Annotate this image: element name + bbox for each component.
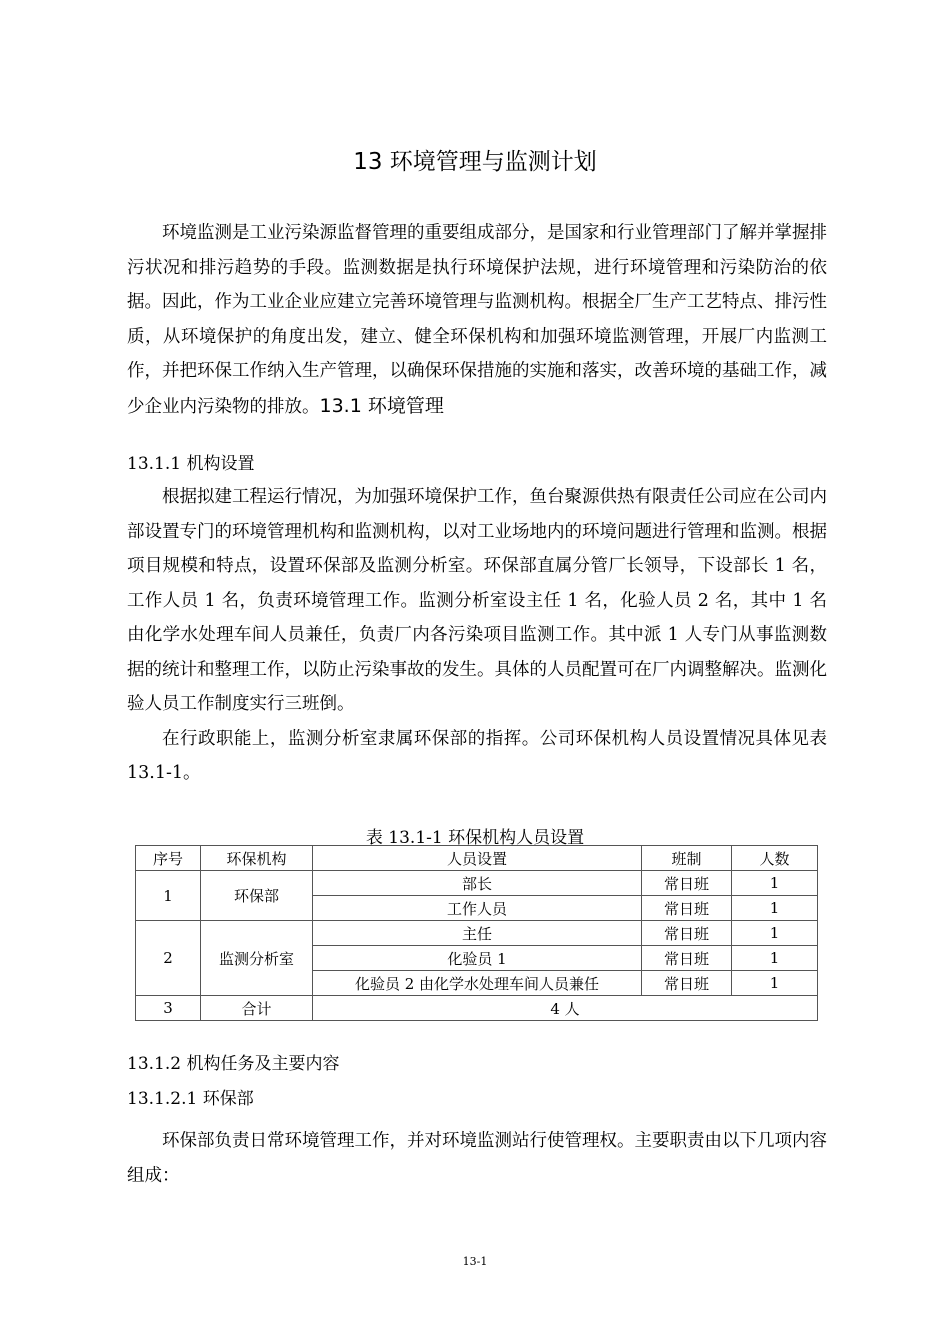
paragraph-2: 根据拟建工程运行情况，为加强环境保护工作，鱼台聚源供热有限责任公司应在公司内部设置专门的环境管理机构和监测机构，以对工业场地内的环境问题进行管理和监测。根据项目规模和特点，设置环保部及监测分析室。环保部直属分管厂长领导，下设部长 1 名，工作人员 1 名，负责环境管理工作。监测分析室设主任 1 名，化验人员 2 名，其中 1 名由化学水处理车间人员兼任，负责厂内各污染项目监测工作。其中派 1 人专门从事监测数据的统计和整理工作，以防止污染事故的发生。具体的人员配置可在厂内调整解决。监测化验人员工作制度实行三班倒。 bbox=[127, 487, 827, 714]
header-cell-shift: 班制 bbox=[642, 846, 732, 871]
paragraph-4-block bbox=[127, 1124, 827, 1193]
cell-count: 1 bbox=[732, 971, 818, 996]
cell-count: 1 bbox=[732, 871, 818, 896]
header-cell-no: 序号 bbox=[136, 846, 201, 871]
cell-shift: 常日班 bbox=[642, 971, 732, 996]
cell-no: 3 bbox=[136, 996, 201, 1021]
cell-position: 化验员 2 由化学水处理车间人员兼任 bbox=[313, 971, 642, 996]
section-13-1-2-1-heading: 13.1.2.1 环保部 bbox=[127, 1089, 254, 1109]
cell-org: 监测分析室 bbox=[201, 921, 313, 996]
intro-paragraph bbox=[127, 216, 827, 424]
cell-total-label: 合计 bbox=[201, 996, 313, 1021]
section-13-1-1-heading: 13.1.1 机构设置 bbox=[127, 454, 255, 474]
paragraph-2-block bbox=[127, 480, 827, 791]
paragraph-4: 环保部负责日常环境管理工作，并对环境监测站行使管理权。主要职责由以下几项内容组成： bbox=[127, 1131, 827, 1186]
page-title: 13 环境管理与监测计划 bbox=[353, 149, 597, 175]
header-cell-count: 人数 bbox=[732, 846, 818, 871]
cell-position: 部长 bbox=[313, 871, 642, 896]
cell-shift: 常日班 bbox=[642, 896, 732, 921]
cell-count: 1 bbox=[732, 921, 818, 946]
cell-count: 1 bbox=[732, 896, 818, 921]
cell-shift: 常日班 bbox=[642, 871, 732, 896]
table-header-row bbox=[136, 846, 818, 871]
cell-total-value: 4 人 bbox=[313, 996, 818, 1021]
cell-position: 工作人员 bbox=[313, 896, 642, 921]
header-cell-org: 环保机构 bbox=[201, 846, 313, 871]
cell-shift: 常日班 bbox=[642, 946, 732, 971]
section-13-1-2-heading: 13.1.2 机构任务及主要内容 bbox=[127, 1054, 340, 1074]
table-row bbox=[136, 921, 818, 946]
table-total-row bbox=[136, 996, 818, 1021]
cell-no: 2 bbox=[136, 921, 201, 996]
cell-shift: 常日班 bbox=[642, 921, 732, 946]
table-caption: 表 13.1-1 环保机构人员设置 bbox=[365, 828, 585, 848]
cell-count: 1 bbox=[732, 946, 818, 971]
header-cell-position: 人员设置 bbox=[313, 846, 642, 871]
section-13-1-heading: 13.1 环境管理 bbox=[319, 394, 444, 417]
staff-table bbox=[135, 845, 818, 1021]
intro-paragraph-text: 环境监测是工业污染源监督管理的重要组成部分，是国家和行业管理部门了解并掌握排污状况和排污趋势的手段。监测数据是执行环境保护法规，进行环境管理和污染防治的依据。因此，作为工业企业应建立完善环境管理与监测机构。根据全厂生产工艺特点、排污性质，从环境保护的角度出发，建立、健全环保机构和加强环境监测管理，开展厂内监测工作，并把环保工作纳入生产管理，以确保环保措施的实施和落实，改善环境的基础工作，减少企业内污染物的排放。 bbox=[127, 223, 827, 417]
paragraph-3: 在行政职能上，监测分析室隶属环保部的指挥。公司环保机构人员设置情况具体见表 13.1-1。 bbox=[127, 728, 827, 783]
page-number: 13-1 bbox=[462, 1255, 488, 1268]
cell-position: 主任 bbox=[313, 921, 642, 946]
table-row bbox=[136, 871, 818, 896]
cell-no: 1 bbox=[136, 871, 201, 921]
intro-paragraph-block bbox=[127, 216, 827, 424]
cell-org: 环保部 bbox=[201, 871, 313, 921]
cell-position: 化验员 1 bbox=[313, 946, 642, 971]
